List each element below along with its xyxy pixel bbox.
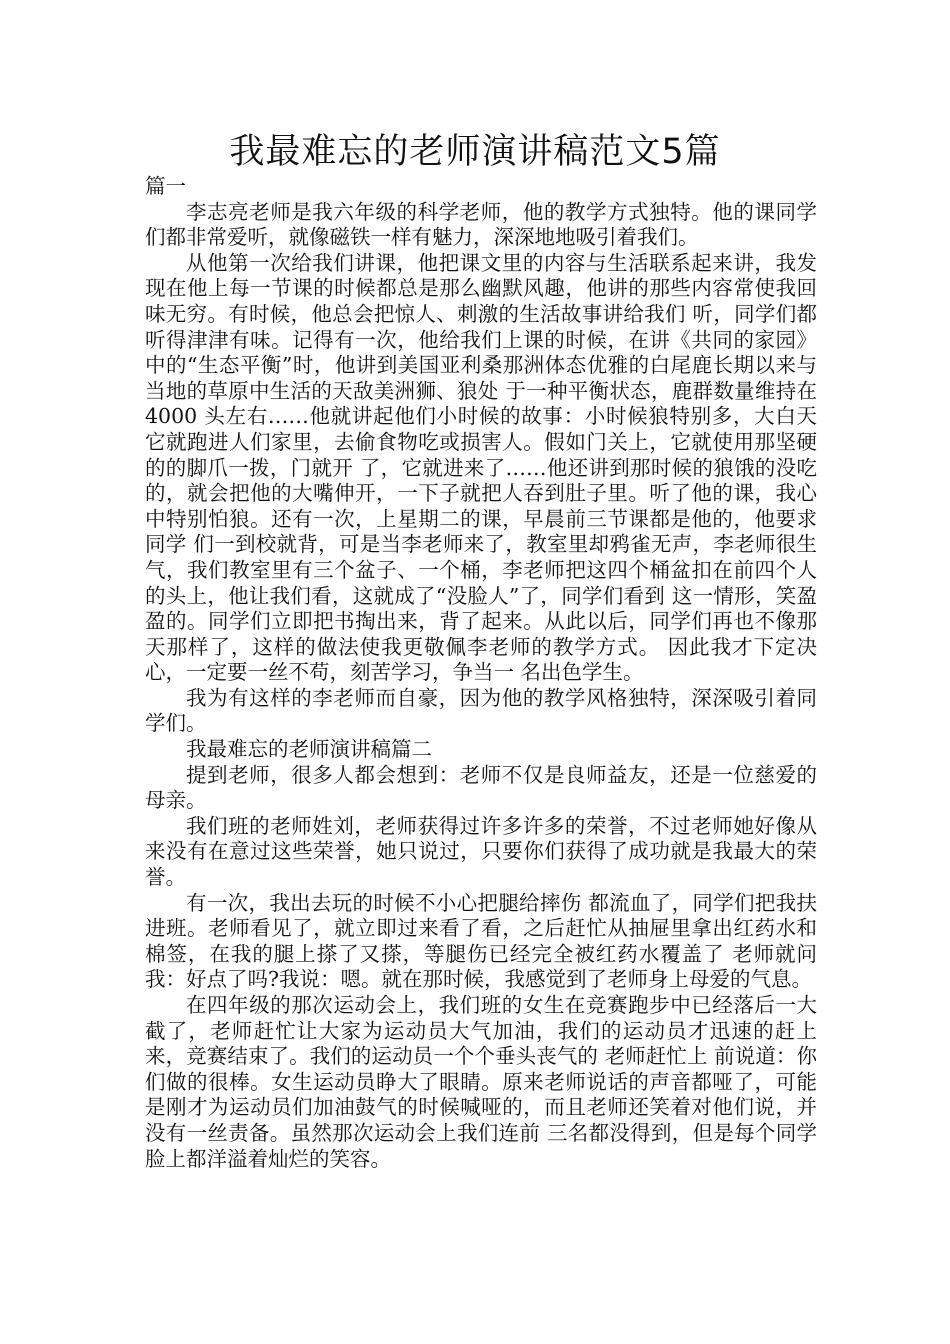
paragraph: 从他第一次给我们讲课，他把课文里的内容与生活联系起来讲，我发现在他上每一节课的时候都总是那么幽默风趣，他讲的那些内容常使我回味无穷。有时候，他总会把惊人、刺激的生活故事讲给我们 听，同学们都听得津津有味。记得有一次，他给我们上课的时候，在讲《共同的家园》中的“生态平衡”时，他讲到美国亚利桑那洲体态优雅的白尾鹿长期以来与当地的草原中生活的天敌美洲狮、狼处 于一种平衡状态，鹿群数量维持在 4000 头左右……他就讲起他们小时候的故事：小时候狼特别多，大白天它就跑进人们家里，去偷食物吃或损害人。假如门关上，它就使用那坚硬的的脚爪一拨，门就开 了，它就进来了……他还讲到那时候的狼饿的没吃的，就会把他的大嘴伸开，一下子就把人吞到肚子里。听了他的课，我心中特别怕狼。还有一次，上星期二的课，早晨前三节课都是他的，他要求同学 们一到校就背，可是当李老师来了，教室里却鸦雀无声，李老师很生气，我们教室里有三个盆子、一个桶，李老师把这四个桶盆扣在前四个人的头上，他让我们看，这就成了“没脸人”了，同学们看到 这一情形，笑盈盈的。同学们立即把书掏出来，背了起来。从此以后，同学们再也不像那天那样了，这样的做法使我更敬佩李老师的教学方式。 因此我才下定决心，一定要一丝不苟，刻苦学习，争当一 名出色学生。	[145, 250, 817, 685]
paragraph: 我为有这样的李老师而自豪，因为他的教学风格独特，深深吸引着同学们。	[145, 685, 817, 736]
paragraph: 李志亮老师是我六年级的科学老师，他的教学方式独特。他的课同学们都非常爱听，就像磁铁一样有魅力，深深地地吸引着我们。	[145, 199, 817, 250]
paragraph: 我们班的老师姓刘，老师获得过许多许多的荣誉，不过老师她好像从来没有在意过这些荣誉，她只说过，只要你们获得了成功就是我最大的荣誉。	[145, 813, 817, 890]
document-title: 我最难忘的老师演讲稿范文5篇	[229, 132, 721, 172]
paragraph: 在四年级的那次运动会上，我们班的女生在竞赛跑步中已经落后一大截了，老师赶忙让大家为运动员大气加油，我们的运动员才迅速的赶上来，竞赛结束了。我们的运动员一个个垂头丧气的 老师赶忙上 前说道：你们做的很棒。女生运动员睁大了眼睛。原来老师说话的声音都哑了，可能是刚才为运动员们加油鼓气的时候喊哑的，而且老师还笑着对他们说，并没有一丝责备。虽然那次运动会上我们连前 三名都没得到，但是每个同学脸上都洋溢着灿烂的笑容。	[145, 993, 817, 1171]
section-heading: 我最难忘的老师演讲稿篇二	[186, 737, 432, 762]
document-body	[145, 174, 817, 1172]
section-label: 篇一	[145, 174, 186, 198]
paragraph: 有一次，我出去玩的时候不小心把腿给摔伤 都流血了，同学们把我扶进班。老师看见了，就立即过来看了看，之后赶忙从抽屉里拿出红药水和棉签，在我的腿上搽了又搽，等腿伤已经完全被红药水覆盖了 老师就问我：好点了吗?我说：嗯。就在那时候，我感觉到了老师身上母爱的气息。	[145, 890, 817, 992]
paragraph: 提到老师，很多人都会想到：老师不仅是良师益友，还是一位慈爱的母亲。	[145, 762, 817, 813]
